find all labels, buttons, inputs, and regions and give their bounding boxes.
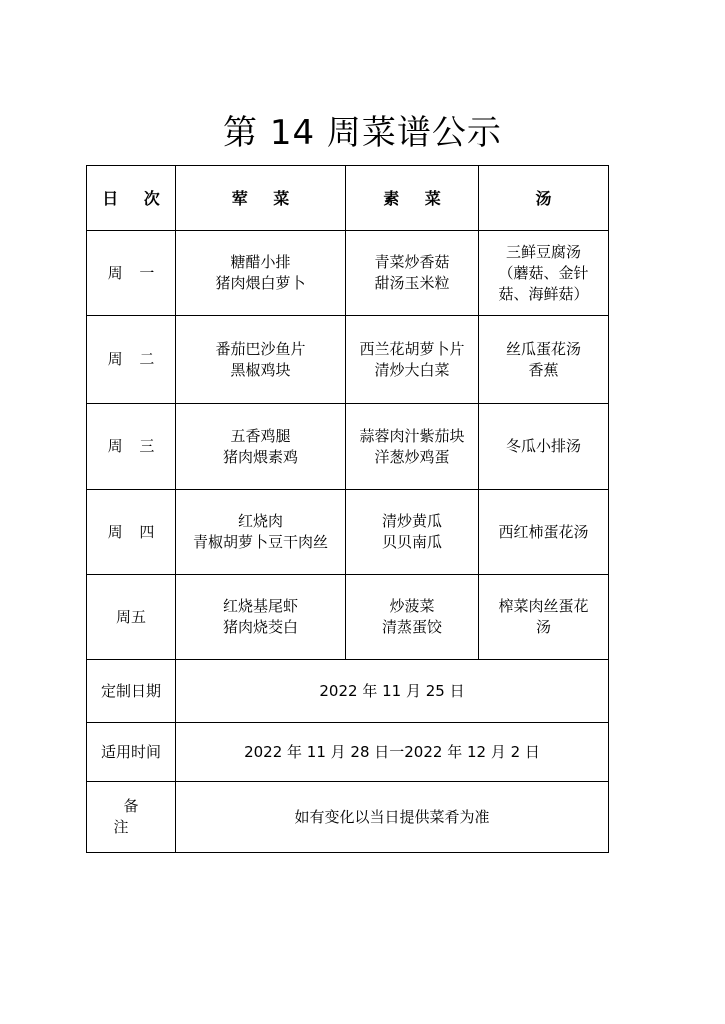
dish-item: 榨菜肉丝蛋花 [498, 597, 589, 615]
header-meat: 荤 菜 [176, 166, 346, 231]
veg-dish-cell [346, 404, 479, 490]
dish-item: 猪肉烧茭白 [222, 618, 298, 636]
remark-row [87, 782, 609, 853]
veg-dish-cell [346, 316, 479, 404]
meat-dish-cell [176, 404, 346, 490]
soup-cell [479, 575, 609, 660]
made-date-label: 定制日期 [87, 660, 176, 723]
dish-item: （蘑菇、金针 [498, 263, 589, 282]
table-row [87, 231, 609, 316]
day-label: 周 三 [87, 404, 176, 490]
header-soup: 汤 [479, 166, 609, 231]
dish-item: 冬瓜小排汤 [505, 437, 581, 455]
made-date-value: 2022 年 11 月 25 日 [176, 660, 609, 723]
header-veg: 素 菜 [346, 166, 479, 231]
dish-item: 蒜蓉肉汁紫茄块 [359, 426, 465, 445]
dish-item: 西红柿蛋花汤 [498, 522, 589, 541]
soup-cell [479, 404, 609, 490]
day-label: 周 二 [87, 316, 176, 404]
meat-dish-cell [176, 490, 346, 575]
table-row [87, 575, 609, 660]
dish-item: 五香鸡腿 [230, 426, 291, 445]
remark-label: 备 注 [87, 782, 176, 853]
period-value: 2022 年 11 月 28 日一2022 年 12 月 2 日 [176, 723, 609, 782]
day-label: 周 一 [87, 231, 176, 316]
dish-item: 炒菠菜 [389, 597, 435, 615]
table-row [87, 404, 609, 490]
dish-item: 汤 [535, 618, 551, 636]
day-label: 周 四 [87, 490, 176, 575]
table-row [87, 490, 609, 575]
dish-item: 清炒大白菜 [374, 360, 450, 379]
period-label: 适用时间 [87, 723, 176, 782]
dish-item: 黑椒鸡块 [230, 360, 291, 379]
dish-item: 贝贝南瓜 [381, 533, 442, 551]
meat-dish-cell [176, 575, 346, 660]
veg-dish-cell [346, 575, 479, 660]
dish-item: 红烧基尾虾 [222, 597, 298, 615]
dish-item: 清蒸蛋饺 [381, 618, 442, 636]
veg-dish-cell [346, 490, 479, 575]
dish-item: 猪肉煨素鸡 [222, 447, 298, 466]
remark-value: 如有变化以当日提供菜肴为准 [176, 782, 609, 853]
table-row [87, 316, 609, 404]
dish-item: 清炒黄瓜 [381, 512, 442, 530]
soup-cell [479, 316, 609, 404]
day-label: 周五 [87, 575, 176, 660]
dish-item: 洋葱炒鸡蛋 [374, 447, 450, 466]
menu-table [86, 165, 609, 853]
dish-item: 青菜炒香菇 [374, 253, 450, 271]
header-day: 日 次 [87, 166, 176, 231]
page-title: 第 14 周菜谱公示 [223, 113, 502, 153]
meat-dish-cell [176, 316, 346, 404]
dish-item: 红烧肉 [237, 512, 283, 530]
dish-item: 青椒胡萝卜豆干肉丝 [192, 533, 328, 551]
table-header-row [87, 166, 609, 231]
dish-item: 番茄巴沙鱼片 [215, 339, 306, 358]
veg-dish-cell [346, 231, 479, 316]
made-date-row [87, 660, 609, 723]
dish-item: 西兰花胡萝卜片 [359, 339, 465, 358]
period-row [87, 723, 609, 782]
soup-cell [479, 490, 609, 575]
dish-item: 猪肉煨白萝卜 [215, 274, 306, 292]
dish-item: 甜汤玉米粒 [374, 274, 450, 292]
soup-cell [479, 231, 609, 316]
dish-item: 香蕉 [528, 360, 559, 379]
meat-dish-cell [176, 231, 346, 316]
dish-item: 丝瓜蛋花汤 [505, 339, 581, 358]
dish-item: 菇、海鲜菇） [498, 284, 589, 303]
dish-item: 三鲜豆腐汤 [505, 242, 581, 261]
dish-item: 糖醋小排 [230, 253, 291, 271]
